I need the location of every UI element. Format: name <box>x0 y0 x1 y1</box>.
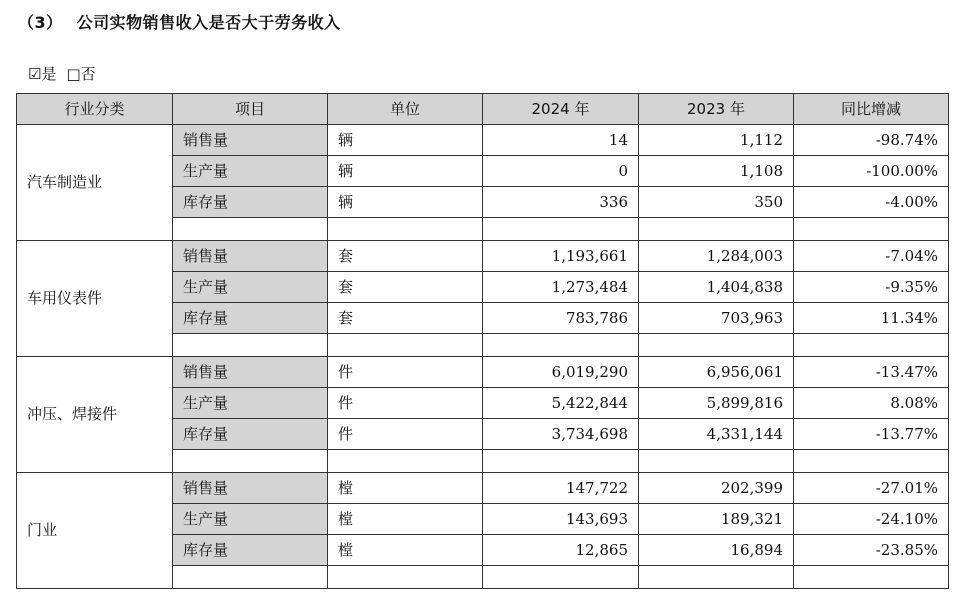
section-number: （3） <box>18 13 63 32</box>
item-cell: 库存量 <box>173 535 328 566</box>
empty-cell <box>328 566 483 589</box>
item-cell: 销售量 <box>173 473 328 504</box>
value-2023-cell: 6,956,061 <box>639 357 794 388</box>
yoy-change-cell: -27.01% <box>794 473 949 504</box>
empty-cell <box>639 218 794 241</box>
empty-cell <box>173 566 328 589</box>
value-2024-cell: 14 <box>483 125 639 156</box>
empty-cell <box>794 334 949 357</box>
sales-production-inventory-table <box>16 93 949 589</box>
value-2024-cell: 143,693 <box>483 504 639 535</box>
value-2024-cell: 12,865 <box>483 535 639 566</box>
table-row <box>17 357 949 388</box>
empty-cell <box>483 334 639 357</box>
table-header-row <box>17 94 949 125</box>
value-2023-cell: 1,108 <box>639 156 794 187</box>
industry-category-cell: 汽车制造业 <box>17 125 173 241</box>
empty-cell <box>639 566 794 589</box>
value-2024-cell: 6,019,290 <box>483 357 639 388</box>
unit-cell: 件 <box>328 388 483 419</box>
empty-cell <box>483 450 639 473</box>
item-cell: 销售量 <box>173 241 328 272</box>
empty-cell <box>328 450 483 473</box>
value-2023-cell: 202,399 <box>639 473 794 504</box>
unit-cell: 辆 <box>328 187 483 218</box>
value-2023-cell: 1,112 <box>639 125 794 156</box>
unit-cell: 辆 <box>328 156 483 187</box>
table-row <box>17 241 949 272</box>
item-cell: 库存量 <box>173 419 328 450</box>
unit-cell: 套 <box>328 303 483 334</box>
unit-cell: 辆 <box>328 125 483 156</box>
unit-cell: 套 <box>328 272 483 303</box>
unit-cell: 樘 <box>328 535 483 566</box>
value-2023-cell: 16,894 <box>639 535 794 566</box>
yoy-change-cell: -100.00% <box>794 156 949 187</box>
header-2024: 2024 年 <box>483 94 639 125</box>
value-2024-cell: 0 <box>483 156 639 187</box>
yoy-change-cell: 8.08% <box>794 388 949 419</box>
item-cell: 库存量 <box>173 303 328 334</box>
table-row <box>17 473 949 504</box>
empty-cell <box>328 218 483 241</box>
value-2024-cell: 3,734,698 <box>483 419 639 450</box>
empty-cell <box>173 450 328 473</box>
empty-cell <box>173 218 328 241</box>
header-unit: 单位 <box>328 94 483 125</box>
empty-cell <box>794 566 949 589</box>
option-yes-checked[interactable]: ☑是 <box>28 65 57 83</box>
value-2024-cell: 1,193,661 <box>483 241 639 272</box>
unit-cell: 樘 <box>328 504 483 535</box>
industry-category-cell: 冲压、焊接件 <box>17 357 173 473</box>
yoy-change-cell: -13.77% <box>794 419 949 450</box>
item-cell: 销售量 <box>173 125 328 156</box>
value-2023-cell: 703,963 <box>639 303 794 334</box>
value-2024-cell: 5,422,844 <box>483 388 639 419</box>
option-no-unchecked[interactable]: □否 <box>66 65 96 83</box>
industry-category-cell: 门业 <box>17 473 173 589</box>
empty-cell <box>639 334 794 357</box>
value-2024-cell: 336 <box>483 187 639 218</box>
value-2024-cell: 147,722 <box>483 473 639 504</box>
item-cell: 生产量 <box>173 388 328 419</box>
value-2023-cell: 1,284,003 <box>639 241 794 272</box>
yoy-change-cell: -13.47% <box>794 357 949 388</box>
yes-no-options <box>28 63 106 84</box>
item-cell: 生产量 <box>173 272 328 303</box>
section-title: 公司实物销售收入是否大于劳务收入 <box>76 13 341 32</box>
item-cell: 销售量 <box>173 357 328 388</box>
item-cell: 生产量 <box>173 504 328 535</box>
table-body <box>17 125 949 589</box>
empty-cell <box>794 218 949 241</box>
item-cell: 生产量 <box>173 156 328 187</box>
header-item: 项目 <box>173 94 328 125</box>
industry-category-cell: 车用仪表件 <box>17 241 173 357</box>
empty-cell <box>639 450 794 473</box>
value-2024-cell: 1,273,484 <box>483 272 639 303</box>
value-2023-cell: 350 <box>639 187 794 218</box>
yoy-change-cell: -98.74% <box>794 125 949 156</box>
header-yoy-change: 同比增减 <box>794 94 949 125</box>
yoy-change-cell: -24.10% <box>794 504 949 535</box>
yoy-change-cell: -23.85% <box>794 535 949 566</box>
yoy-change-cell: 11.34% <box>794 303 949 334</box>
yoy-change-cell: -4.00% <box>794 187 949 218</box>
unit-cell: 件 <box>328 357 483 388</box>
unit-cell: 套 <box>328 241 483 272</box>
value-2023-cell: 189,321 <box>639 504 794 535</box>
section-heading <box>18 10 341 33</box>
header-2023: 2023 年 <box>639 94 794 125</box>
unit-cell: 樘 <box>328 473 483 504</box>
header-industry: 行业分类 <box>17 94 173 125</box>
yoy-change-cell: -9.35% <box>794 272 949 303</box>
item-cell: 库存量 <box>173 187 328 218</box>
empty-cell <box>794 450 949 473</box>
value-2023-cell: 5,899,816 <box>639 388 794 419</box>
empty-cell <box>328 334 483 357</box>
table-row <box>17 125 949 156</box>
value-2024-cell: 783,786 <box>483 303 639 334</box>
empty-cell <box>483 218 639 241</box>
empty-cell <box>483 566 639 589</box>
unit-cell: 件 <box>328 419 483 450</box>
value-2023-cell: 4,331,144 <box>639 419 794 450</box>
value-2023-cell: 1,404,838 <box>639 272 794 303</box>
empty-cell <box>173 334 328 357</box>
yoy-change-cell: -7.04% <box>794 241 949 272</box>
